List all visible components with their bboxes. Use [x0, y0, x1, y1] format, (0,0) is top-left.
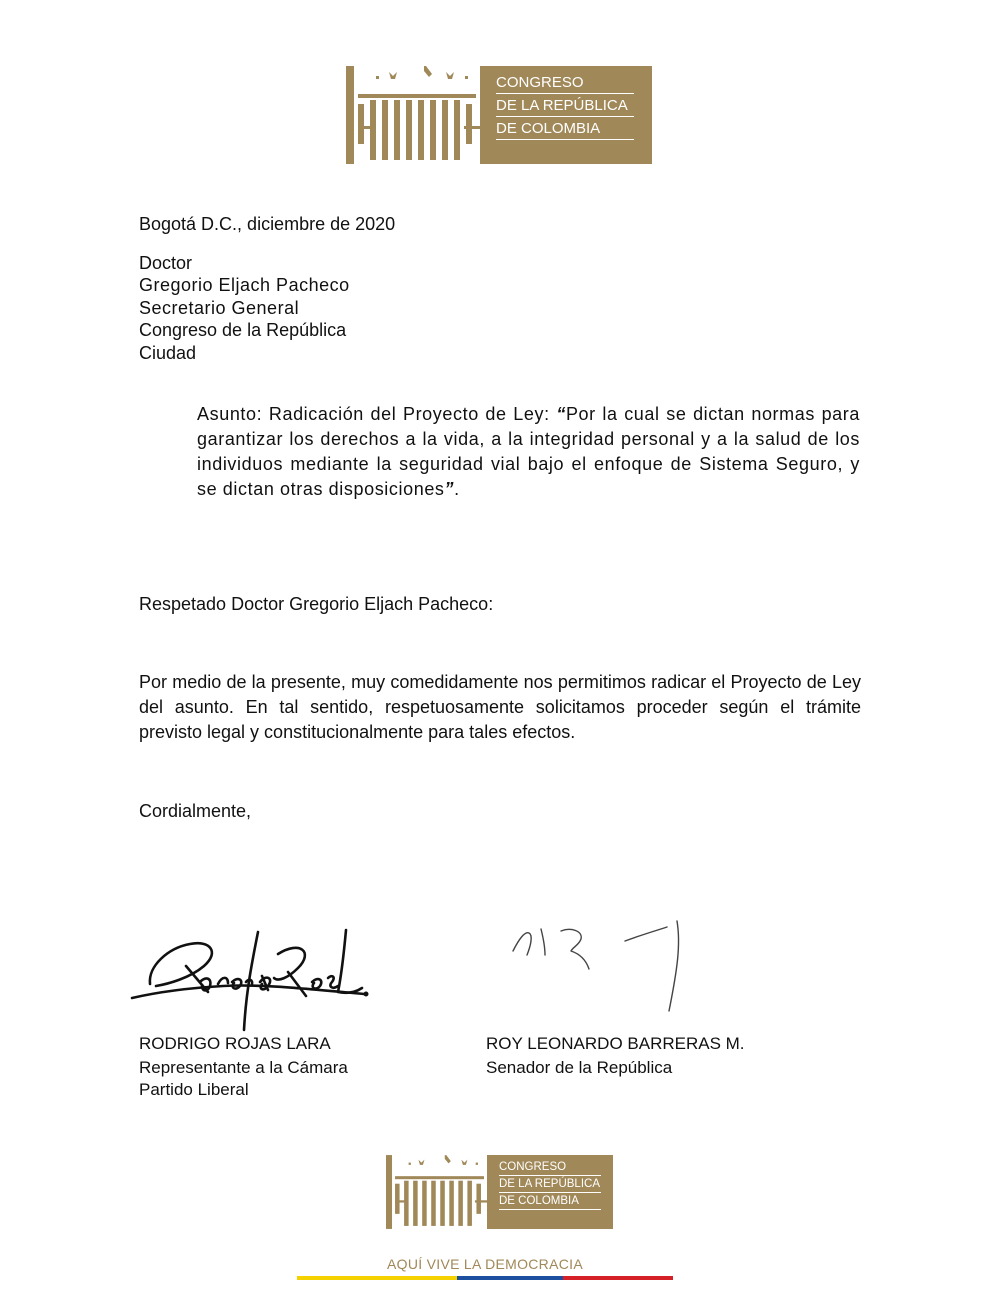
logo-rule [496, 139, 634, 140]
flag-stripe-red [563, 1276, 673, 1280]
logo-line-republica: DE LA REPÚBLICA [496, 97, 628, 114]
recipient-institution: Congreso de la República [139, 320, 347, 340]
logo-line-congreso: CONGRESO [496, 74, 584, 91]
recipient-position: Secretario General [139, 298, 300, 318]
signatory-2-role: Senador de la República [486, 1058, 673, 1077]
footer-logo-rule [499, 1175, 601, 1176]
recipient-title: Doctor [139, 253, 193, 273]
subject-prefix: Asunto: Radicación del Proyecto de Ley: [197, 404, 557, 424]
logo-rule [496, 93, 634, 94]
footer-logo-line-republica: DE LA REPÚBLICA [499, 1178, 600, 1190]
subject-suffix: . [454, 479, 460, 499]
footer-slogan: AQUÍ VIVE LA DEMOCRACIA [387, 1256, 583, 1272]
flag-stripe-yellow [297, 1276, 457, 1280]
letter-body: Por medio de la presente, muy comedidamente nos permitimos radicar el Proyecto de Ley del asunto. En tal sentido, respetuosamente solicitamos proceder según el trámite previsto legal y constitucionalmente para tales efectos. [139, 672, 861, 742]
signature-roy-barreras [505, 915, 690, 1015]
footer-logo-rule [499, 1209, 601, 1210]
logo-line-colombia: DE COLOMBIA [496, 120, 601, 137]
subject-close-quote: ” [444, 479, 455, 499]
letter-closing: Cordialmente, [139, 801, 252, 821]
signatory-1-name: RODRIGO ROJAS LARA [139, 1034, 331, 1053]
footer-logo-line-colombia: DE COLOMBIA [499, 1195, 579, 1207]
flag-stripe-blue [457, 1276, 563, 1280]
signatory-2-name: ROY LEONARDO BARRERAS M. [486, 1034, 745, 1053]
logo-rule [496, 116, 634, 117]
subject-open-quote: “ [556, 404, 566, 424]
capitol-building-icon [346, 66, 480, 164]
footer-logo [386, 1155, 613, 1229]
footer-logo-text-panel [487, 1155, 613, 1229]
signatory-1-role: Representante a la Cámara [139, 1058, 348, 1077]
recipient-city: Ciudad [139, 343, 197, 363]
capitol-building-icon [386, 1155, 487, 1229]
footer-logo-rule [499, 1192, 601, 1193]
signatory-1-party: Partido Liberal [139, 1080, 249, 1099]
header-logo [346, 66, 652, 164]
recipient-name: Gregorio Eljach Pacheco [139, 275, 350, 295]
letter-date: Bogotá D.C., diciembre de 2020 [139, 214, 396, 234]
letter-subject [197, 402, 860, 502]
signature-rodrigo-rojas [128, 922, 373, 1034]
subject-title: Por la cual se dictan normas para garantizar los derechos a la vida, a la integridad personal y a la salud de los individuos mediante la seguridad vial bajo el enfoque de Sistema Seguro, y se dictan otras disposiciones [197, 404, 860, 499]
footer-logo-line-congreso: CONGRESO [499, 1161, 567, 1173]
letter-salutation: Respetado Doctor Gregorio Eljach Pacheco: [139, 594, 494, 614]
logo-text-panel [480, 66, 652, 164]
